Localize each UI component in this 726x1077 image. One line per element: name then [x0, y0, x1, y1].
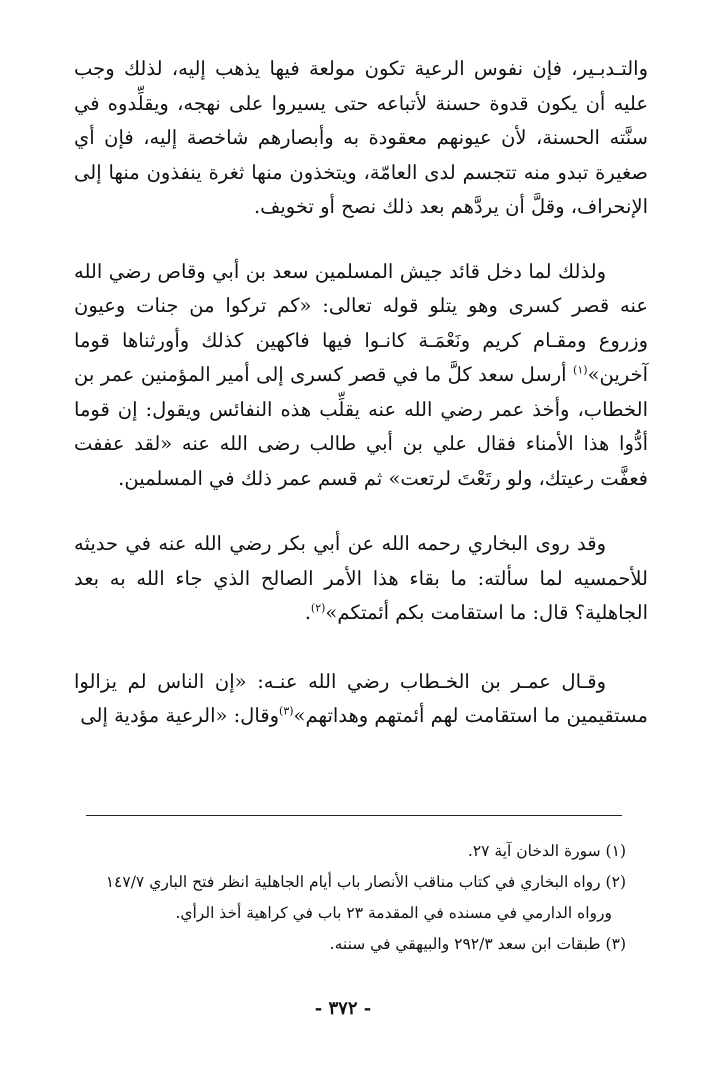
text-line: مستقيمين ما استقامت لهم أئمتهم وهداتهم» [293, 704, 648, 727]
text-line: آخرين» [587, 363, 648, 386]
text-line-end: . [304, 601, 311, 624]
footnote-2: (٢) رواه البخاري في كتاب مناقب الأنصار باب أيام الجاهلية انظر فتح الباري ١٤٧/٧ [105, 873, 626, 891]
text-line: إليه، فإن أي صغيرة تبدو منه تتجسم لدى العامّة، ويتخذون منها [74, 126, 648, 184]
text-line: تخويف. [253, 195, 314, 218]
main-text [74, 52, 648, 734]
text-line: ولذلك لما دخل قائد جيش المسلمين سعد بن أبي وقاص رضي [108, 259, 606, 283]
footnotes [70, 836, 626, 960]
text-line: رعيتك، ولو رتَعْتَ لرتعت» ثم قسم عمر ذلك في المسلمين. [118, 466, 595, 490]
text-line: وقال: «الرعية مؤدية إلى [80, 704, 280, 727]
text-line: للأحمسيه لما سألته: ما بقاء هذا الأمر الصالح الذي جاء الله به بعد [74, 566, 648, 590]
footnote-marker-1: (١) [573, 363, 588, 377]
text-line: وقد روى البخاري رحمه الله عن أبي بكر رضي الله عنه في حديثه [74, 532, 606, 555]
text-line: الله عنه قصر كسرى وهو يتلو قوله تعالى: «كم تركوا من جنات وعيون [74, 259, 648, 317]
footnote-divider [86, 815, 622, 816]
paragraph-1 [74, 52, 648, 225]
page-number: - ٣٧٢ - [314, 998, 372, 1019]
text-line: وقـال عمـر بن الخـطاب رضي الله عنـه: «إن الناس لم يزالوا [74, 669, 606, 693]
footnote-1: (١) سورة الدخان آية ٢٧. [467, 842, 626, 860]
footnote-marker-3: (٣) [279, 704, 294, 718]
text-line: أدُّوا هذا الأمناء فقال علي بن أبي طالب رضى الله عنه «لقد عففت فعفَّت [74, 432, 648, 490]
text-line: الخطاب، وأخذ عمر رضي الله عنه يقلِّب هذه النفائس ويقول: إن قوما [74, 397, 648, 421]
footnote-2-continuation: ورواه الدارمي في مسنده في المقدمة ٢٣ باب في كراهية أخذ الرأي. [175, 904, 612, 922]
footnote-marker-2: (٢) [310, 601, 326, 615]
text-line: ثغرة ينفذون منها إلى الإنحراف، وقلَّ أن يردَّهم بعد ذلك نصح أو [74, 160, 648, 218]
text-line: الجاهلية؟ قال: ما استقامت بكم أئمتكم» [325, 601, 648, 624]
paragraph-3 [74, 527, 648, 631]
text-line: وزروع ومقـام كريم ونَعْمَـة كانـوا فيها فاكهين كذلك وأورثناها قوما [74, 328, 648, 352]
text-line: أرسل سعد كلَّ ما في قصر كسرى إلى أمير المؤمنين عمر بن [74, 363, 574, 386]
paragraph-2 [74, 255, 648, 497]
paragraph-4 [74, 665, 648, 734]
footnote-3: (٣) طبقات ابن سعد ٢٩٢/٣ والبيهقي في سننه. [329, 935, 626, 953]
text-line: ويقلِّدوه في سنَّته الحسنة، لأن عيونهم معقودة به وأبصارهم شاخصة [74, 91, 649, 149]
text-line: وجب عليه أن يكون قدوة حسنة لأتباعه حتى يسيروا على نهجه، [74, 57, 649, 115]
text-line: والتـدبـير، فإن نفوس الرعية تكون مولعة فيها يذهب إليه، لذلك [123, 57, 648, 80]
